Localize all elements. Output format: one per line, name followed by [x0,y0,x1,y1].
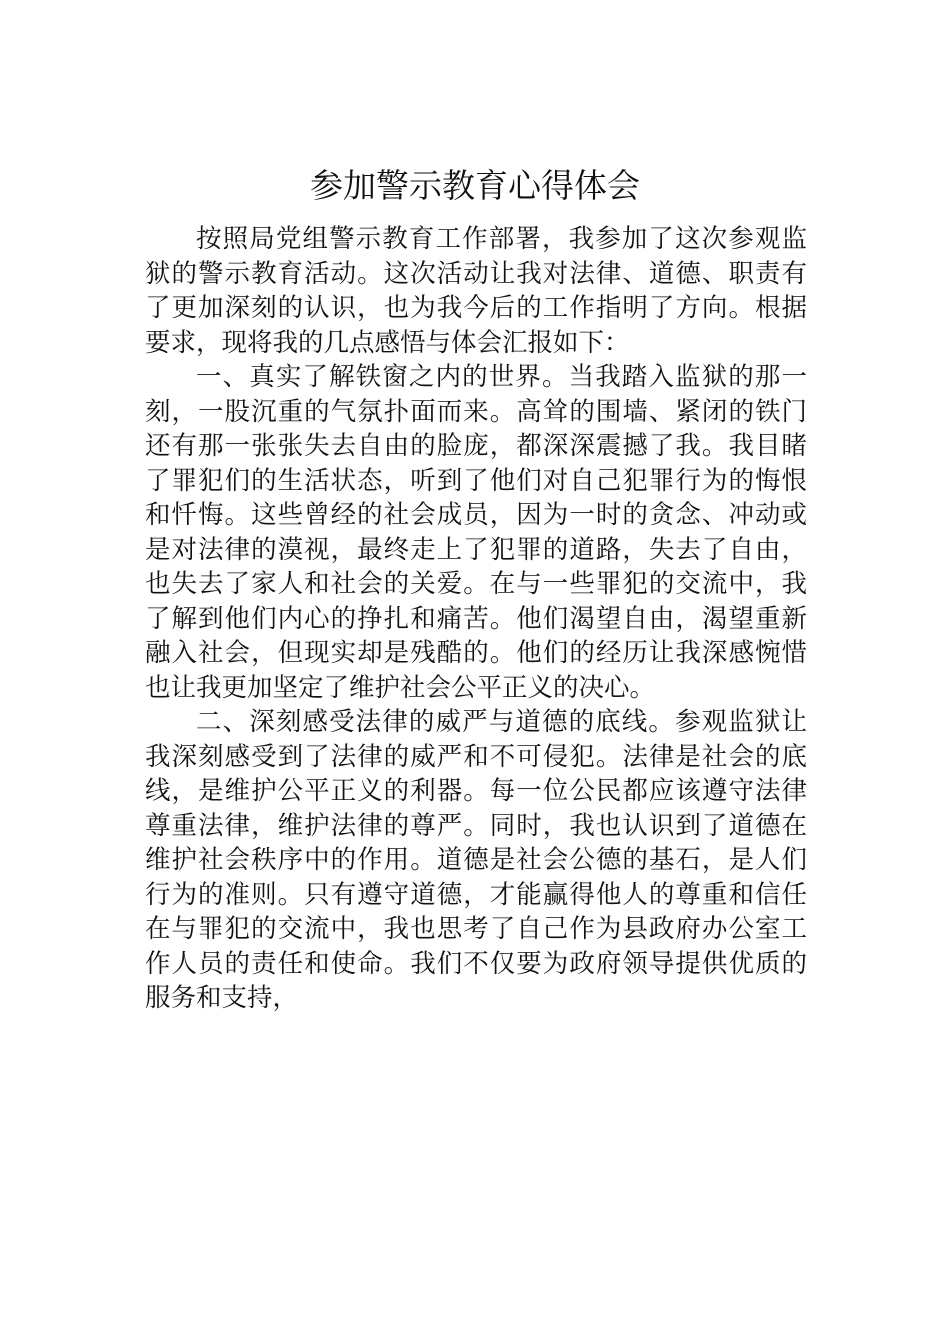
paragraph-1-line-2: 狱的警示教育活动。这次活动让我对法律、道德、职责有 [145,258,807,289]
paragraph-3-line-5: 维护社会秩序中的作用。道德是社会公德的基石，是人们 [145,845,807,875]
paragraph-2-line-8: 了解到他们内心的挣扎和痛苦。他们渴望自由，渴望重新 [145,603,807,634]
document-body [145,222,807,1016]
paragraph-2-line-1: 一、真实了解铁窗之内的世界。当我踏入监狱的那一 [196,362,807,392]
paragraph-3-line-7: 在与罪犯的交流中，我也思考了自己作为县政府办公室工 [145,914,807,944]
paragraph-2-line-7: 也失去了家人和社会的关爱。在与一些罪犯的交流中，我 [145,569,807,599]
document-title: 参加警示教育心得体会 [310,166,640,205]
paragraph-3-line-9: 服务和支持， [145,983,299,1013]
paragraph-2-line-9: 融入社会，但现实却是残酷的。他们的经历让我深感惋惜 [145,638,807,668]
paragraph-2-line-5: 和忏悔。这些曾经的社会成员，因为一时的贪念、冲动或 [145,500,807,530]
paragraph-2-line-4: 了罪犯们的生活状态，听到了他们对自己犯罪行为的悔恨 [145,465,807,496]
paragraph-2-line-10: 也让我更加坚定了维护社会公平正义的决心。 [145,672,656,703]
paragraph-3-line-2: 我深刻感受到了法律的威严和不可侵犯。法律是社会的底 [145,741,807,772]
paragraph-3-line-1: 二、深刻感受法律的威严与道德的底线。参观监狱让 [196,707,807,737]
paragraph-3-line-6: 行为的准则。只有遵守道德，才能赢得他人的尊重和信任 [145,879,807,910]
paragraph-3-line-8: 作人员的责任和使命。我们不仅要为政府领导提供优质的 [145,948,807,979]
paragraph-1-line-4: 要求，现将我的几点感悟与体会汇报如下： [145,327,630,358]
paragraph-3-line-3: 线，是维护公平正义的利器。每一位公民都应该遵守法律 [145,776,807,806]
paragraph-1-line-3: 了更加深刻的认识，也为我今后的工作指明了方向。根据 [145,293,807,323]
paragraph-2-line-2: 刻，一股沉重的气氛扑面而来。高耸的围墙、紧闭的铁门 [145,396,807,427]
paragraph-1-line-1: 按照局党组警示教育工作部署，我参加了这次参观监 [196,224,807,254]
paragraph-2-line-3: 还有那一张张失去自由的脸庞，都深深震撼了我。我目睹 [145,431,807,461]
paragraph-3-line-4: 尊重法律，维护法律的尊严。同时，我也认识到了道德在 [145,810,807,841]
paragraph-2-line-6: 是对法律的漠视，最终走上了犯罪的道路，失去了自由， [145,534,807,565]
